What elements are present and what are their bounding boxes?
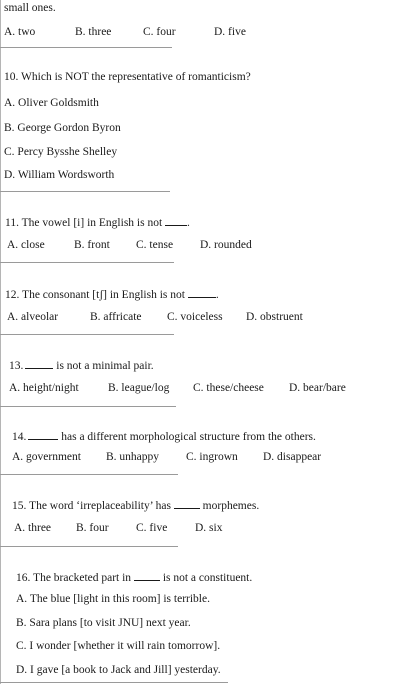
q14-option-c: C. ingrown — [186, 451, 238, 463]
q16-option-d: D. I gave [a book to Jack and Jill] yesterday. — [16, 664, 221, 676]
q13-option-a: A. height/night — [9, 382, 79, 394]
q14-number: 14. — [12, 431, 27, 443]
q15-stem-end: morphemes. — [202, 500, 260, 512]
divider — [0, 406, 176, 407]
divider — [0, 47, 172, 48]
q12-stem — [5, 288, 219, 302]
q11-stem — [5, 216, 190, 230]
divider — [0, 191, 170, 192]
q16-stem — [16, 571, 252, 585]
q15-option-c: C. five — [136, 522, 168, 534]
q16-option-c: C. I wonder [whether it will rain tomorrow]. — [16, 640, 221, 652]
q10-option-d: D. William Wordsworth — [4, 169, 115, 181]
q11-stem-end: . — [187, 217, 190, 229]
answer-blank — [25, 359, 53, 369]
q9-stem-tail: small ones. — [4, 2, 56, 14]
answer-blank — [134, 571, 160, 581]
answer-blank — [28, 430, 58, 440]
q15-option-d: D. six — [195, 522, 223, 534]
q13-option-b: B. league/log — [108, 382, 170, 394]
q9-option-d: D. five — [214, 26, 246, 38]
q16-option-b: B. Sara plans [to visit JNU] next year. — [16, 617, 191, 629]
q11-option-a: A. close — [7, 239, 45, 251]
q13-stem-text: is not a minimal pair. — [56, 360, 154, 372]
answer-blank — [188, 288, 216, 298]
q14-option-a: A. government — [12, 451, 81, 463]
q13-number: 13. — [9, 360, 24, 372]
divider — [0, 334, 174, 335]
q13-option-d: D. bear/bare — [289, 382, 346, 394]
q11-option-b: B. front — [74, 239, 110, 251]
q16-option-a: A. The blue [light in this room] is terrible. — [16, 593, 210, 605]
page-left-edge — [0, 0, 1, 684]
q14-stem-text: has a different morphological structure from the others. — [61, 431, 316, 443]
q10-stem: 10. Which is NOT the representative of romanticism? — [4, 71, 251, 83]
answer-blank — [174, 499, 200, 509]
divider — [0, 682, 228, 683]
q9-option-c: C. four — [143, 26, 176, 38]
answer-blank — [165, 216, 187, 226]
q10-option-b: B. George Gordon Byron — [4, 122, 121, 134]
q14-option-d: D. disappear — [263, 451, 322, 463]
q9-option-b: B. three — [75, 26, 112, 38]
q9-option-a: A. two — [4, 26, 36, 38]
q15-stem-text: 15. The word ‘irreplaceability’ has — [12, 500, 171, 512]
q15-stem — [12, 499, 259, 513]
q13-stem — [9, 359, 154, 373]
q12-option-b: B. affricate — [90, 311, 142, 323]
q12-stem-text: 12. The consonant [tʃ] in English is not — [5, 289, 185, 301]
q16-stem-end: is not a constituent. — [162, 572, 253, 584]
q10-option-a: A. Oliver Goldsmith — [4, 97, 99, 109]
divider — [0, 262, 174, 263]
q11-stem-text: 11. The vowel [i] in English is not — [5, 217, 163, 229]
q14-option-b: B. unhappy — [106, 451, 160, 463]
q11-option-d: D. rounded — [200, 239, 252, 251]
q13-option-c: C. these/cheese — [193, 382, 264, 394]
q12-option-d: D. obstruent — [246, 311, 303, 323]
q14-stem — [12, 430, 316, 444]
q10-option-c: C. Percy Bysshe Shelley — [4, 146, 118, 158]
q15-option-a: A. three — [14, 522, 52, 534]
q15-option-b: B. four — [76, 522, 109, 534]
q16-stem-text: 16. The bracketed part in — [16, 572, 132, 584]
q12-option-c: C. voiceless — [167, 311, 223, 323]
q12-option-a: A. alveolar — [7, 311, 59, 323]
divider — [0, 474, 178, 475]
divider — [0, 546, 178, 547]
q11-option-c: C. tense — [136, 239, 174, 251]
q12-stem-end: . — [215, 289, 219, 301]
